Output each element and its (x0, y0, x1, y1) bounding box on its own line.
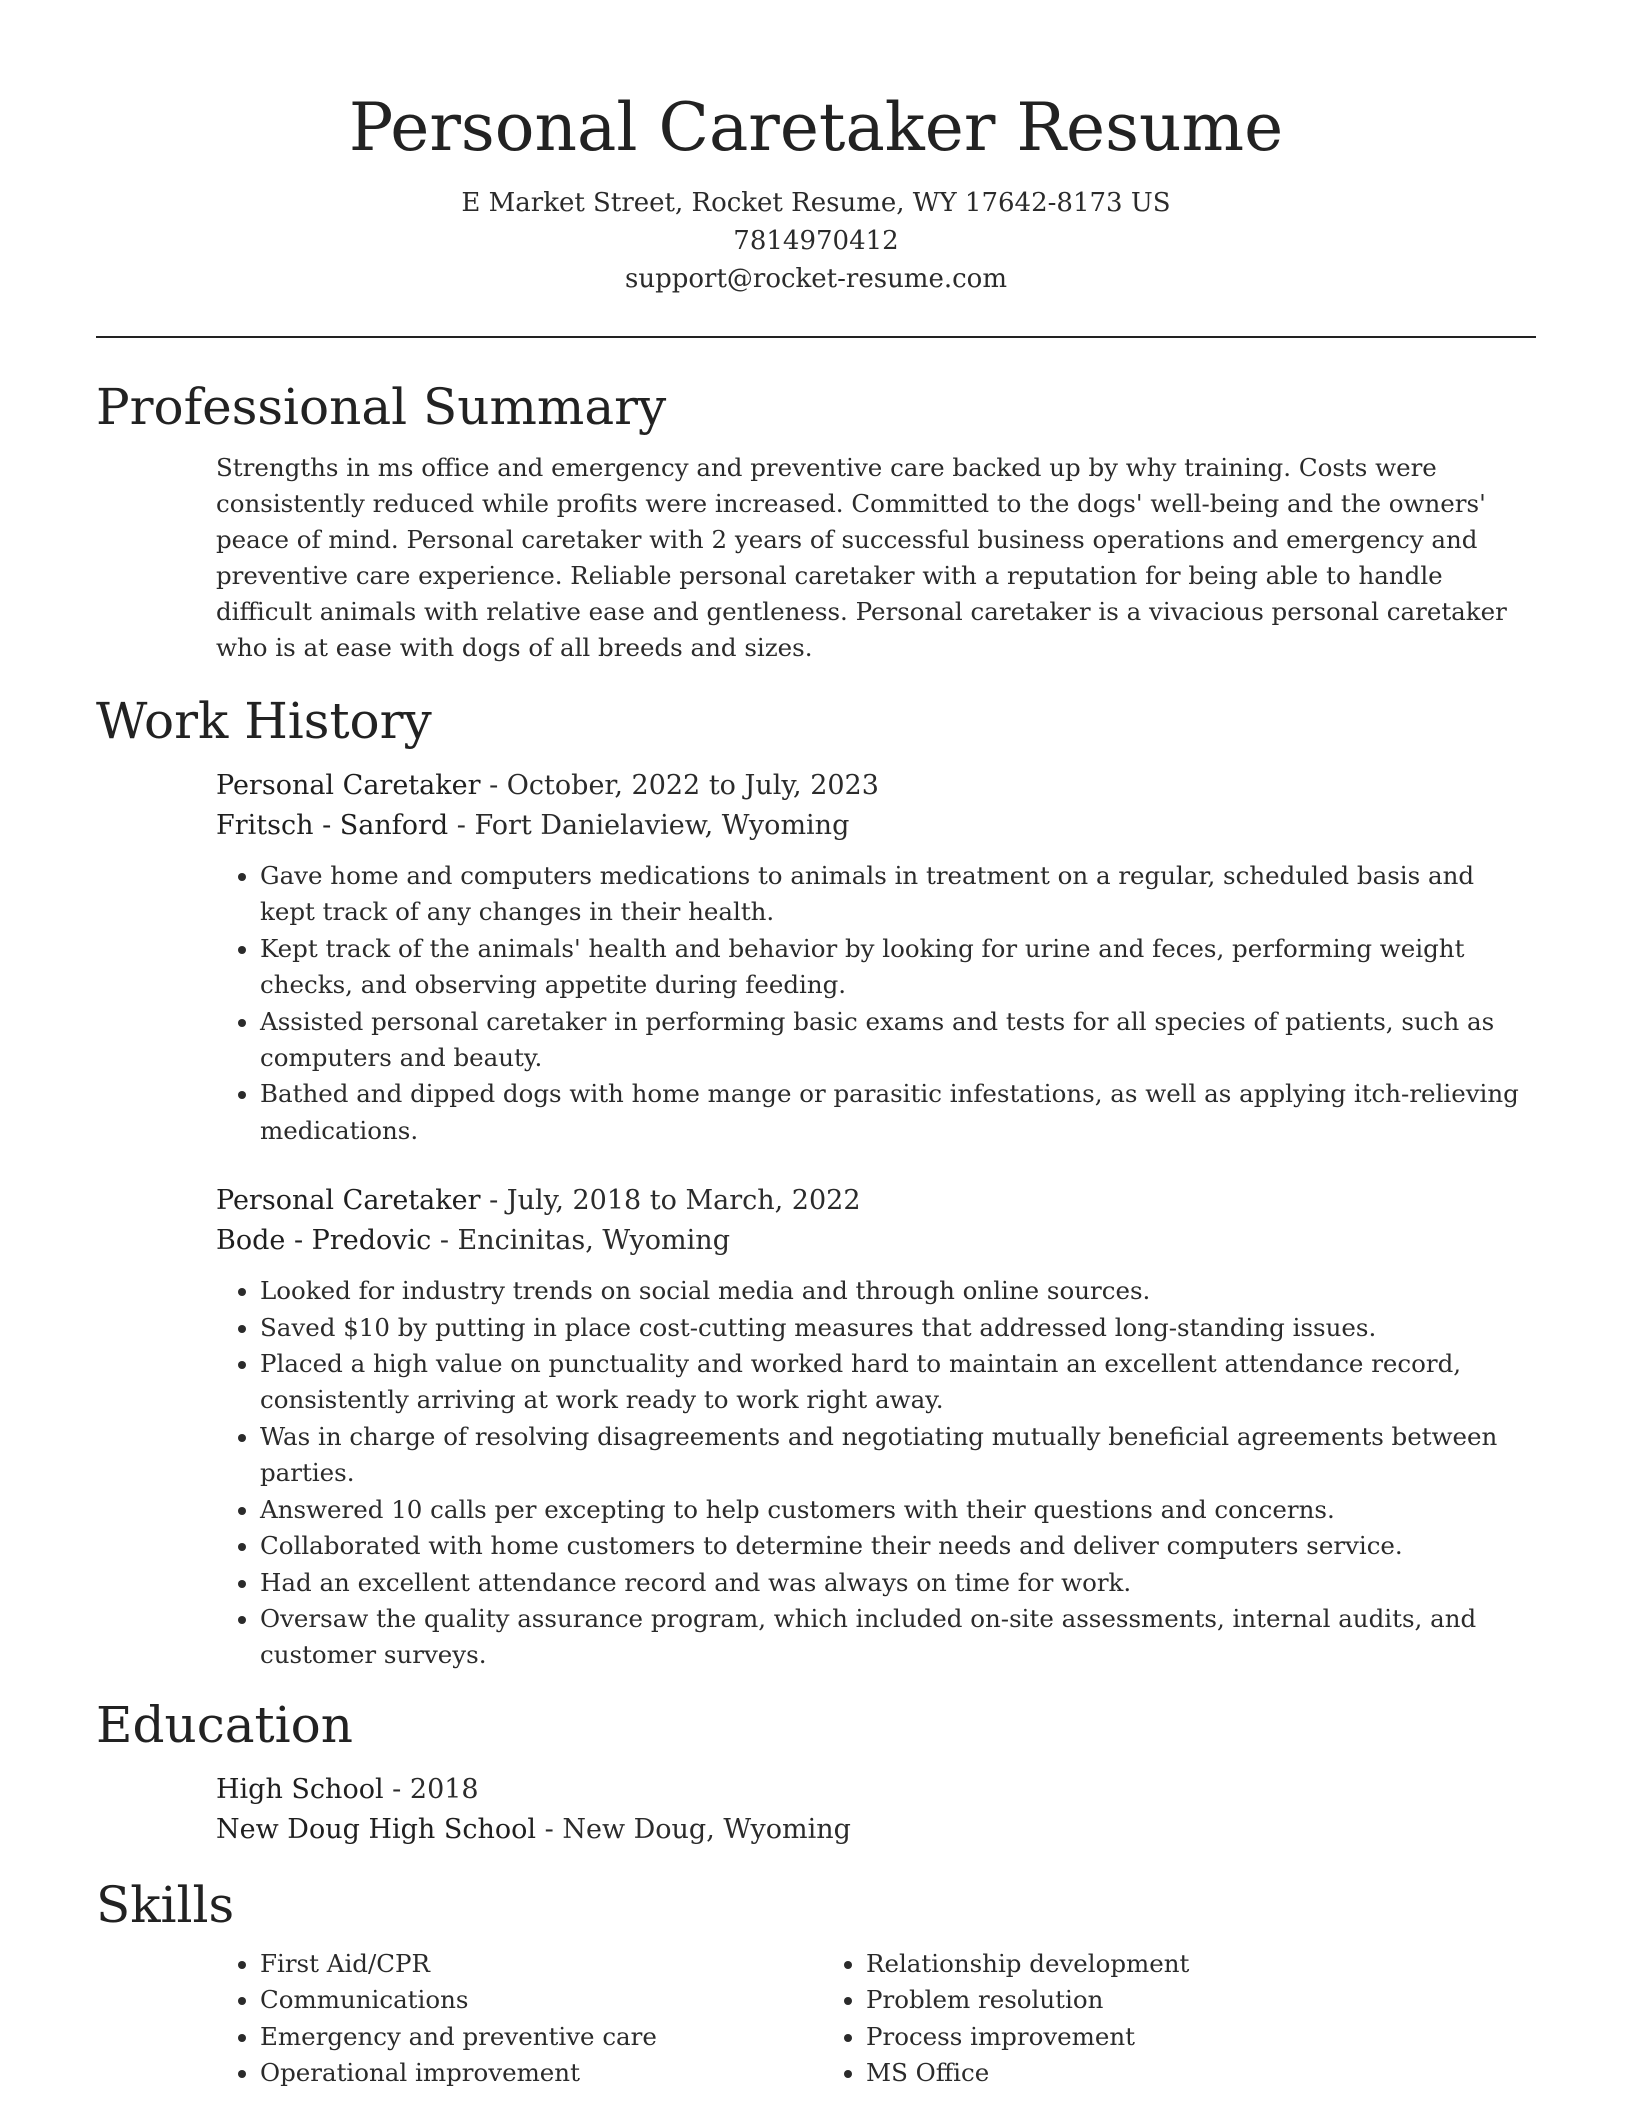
skill-item: • Problem resolution (866, 1982, 1428, 2018)
job-duties (216, 858, 1536, 1149)
contact-phone: 7814970412 (733, 226, 899, 256)
skill-item: • Operational improvement (260, 2055, 822, 2091)
job-entry (216, 766, 1536, 1149)
degree-line (216, 1770, 1536, 1810)
job-title-line (216, 1181, 1536, 1221)
separator: - (536, 1813, 563, 1845)
job-dates: October, 2022 to July, 2023 (506, 770, 879, 801)
duty-item: • Assisted personal caretaker in performing basic exams and tests for all species of patients, such as computers and beauty. (260, 1004, 1536, 1077)
contact-address: E Market Street, Rocket Resume, WY 17642-8173 US (461, 188, 1171, 218)
degree: High School (216, 1773, 384, 1805)
skill-item: • MS Office (866, 2055, 1428, 2091)
school-location: New Doug, Wyoming (562, 1813, 851, 1845)
contact-email: support@rocket-resume.com (624, 264, 1007, 294)
duty-item: • Collaborated with home customers to determine their needs and deliver computers service. (260, 1528, 1536, 1564)
summary-heading: Professional Summary (96, 378, 667, 436)
summary-section (96, 376, 1536, 666)
job-title: Personal Caretaker (216, 1185, 481, 1217)
duty-item: • Oversaw the quality assurance program, which included on-site assessments, internal audits, and customer surveys. (260, 1601, 1536, 1674)
duty-item: • Kept track of the animals' health and behavior by looking for urine and feces, performing weight checks, and observing appetite during feeding. (260, 931, 1536, 1004)
resume-title: Personal Caretaker Resume (348, 89, 1284, 166)
skills-heading: Skills (96, 1875, 235, 1934)
contact-info (96, 184, 1536, 298)
job-employer: Fritsch - Sanford (216, 810, 449, 841)
job-location: Fort Danielaview, Wyoming (474, 810, 850, 841)
skill-item: • Emergency and preventive care (260, 2019, 822, 2055)
education-section (96, 1694, 1536, 1850)
school-line (216, 1810, 1536, 1850)
skill-item: • First Aid/CPR (260, 1946, 822, 1982)
summary-text: Strengths in ms office and emergency and preventive care backed up by why training. Costs were consistently reduced while profits were increased. Committed to the dogs' well-being and the owners' peace of mind. Personal caretaker with 2 years of successful business operations and emergency and preventive care experience. Reliable personal caretaker with a reputation for being able to handle difficult animals with relative ease and gentleness. Personal caretaker is a vivacious personal caretaker who is at ease with dogs of all breeds and sizes. (216, 453, 1507, 662)
header-divider (96, 336, 1536, 338)
job-entry (216, 1181, 1536, 1673)
duty-item: • Gave home and computers medications to animals in treatment on a regular, scheduled basis and kept track of any changes in their health. (260, 858, 1536, 931)
separator: - (480, 1185, 507, 1217)
job-title: Personal Caretaker (216, 770, 481, 801)
duty-item: • Saved $10 by putting in place cost-cutting measures that addressed long-standing issues. (260, 1310, 1536, 1346)
job-employer-line (216, 1221, 1536, 1261)
separator: - (431, 1225, 458, 1257)
skill-item: • Process improvement (866, 2019, 1428, 2055)
skill-item: • Relationship development (866, 1946, 1428, 1982)
duty-item: • Bathed and dipped dogs with home mange or parasitic infestations, as well as applying itch-relieving medications. (260, 1076, 1536, 1149)
job-title-line (216, 766, 1536, 806)
duty-item: • Looked for industry trends on social media and through online sources. (260, 1273, 1536, 1309)
skills-section (96, 1874, 1536, 2092)
work-history-heading: Work History (96, 692, 432, 750)
separator: - (448, 810, 475, 841)
work-history-section (96, 690, 1536, 1674)
skills-left-column (216, 1946, 822, 2092)
job-dates: July, 2018 to March, 2022 (506, 1185, 861, 1217)
duty-item: • Had an excellent attendance record and was always on time for work. (260, 1565, 1536, 1601)
education-heading: Education (96, 1695, 353, 1754)
skills-columns (216, 1946, 1536, 2092)
job-employer-line (216, 806, 1536, 846)
duty-item: • Answered 10 calls per excepting to help customers with their questions and concerns. (260, 1492, 1536, 1528)
duty-item: • Placed a high value on punctuality and worked hard to maintain an excellent attendance record, consistently arriving at work ready to work right away. (260, 1346, 1536, 1419)
graduation-year: 2018 (409, 1773, 479, 1805)
separator: - (383, 1773, 410, 1805)
school-name: New Doug High School (216, 1813, 537, 1845)
skills-right-column (822, 1946, 1428, 2092)
job-employer: Bode - Predovic (216, 1225, 432, 1257)
separator: - (480, 770, 507, 801)
skill-item: • Communications (260, 1982, 822, 2018)
education-entry (216, 1770, 1536, 1850)
duty-item: • Was in charge of resolving disagreements and negotiating mutually beneficial agreements between parties. (260, 1419, 1536, 1492)
job-duties (216, 1273, 1536, 1673)
job-location: Encinitas, Wyoming (457, 1225, 730, 1257)
